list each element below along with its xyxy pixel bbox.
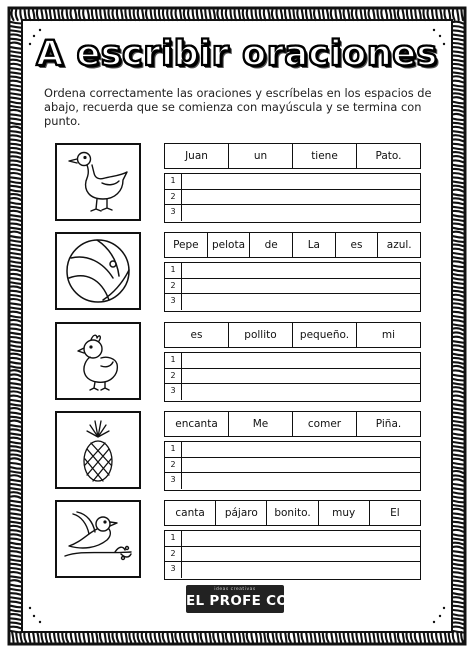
writing-line[interactable] xyxy=(165,458,420,474)
word-tile: Pato. xyxy=(375,150,402,162)
writing-line[interactable] xyxy=(165,531,420,547)
line-number: 2 xyxy=(165,369,182,384)
writing-lines xyxy=(164,262,421,312)
word-bank xyxy=(164,411,421,437)
writing-lines xyxy=(164,530,421,580)
writing-line[interactable] xyxy=(165,263,420,279)
writing-line[interactable] xyxy=(165,473,420,489)
duck-icon xyxy=(57,145,139,219)
line-number: 1 xyxy=(165,174,182,189)
line-number: 2 xyxy=(165,547,182,562)
writing-lines xyxy=(164,352,421,402)
writing-line[interactable] xyxy=(165,369,420,385)
writing-lines xyxy=(164,173,421,223)
writing-line[interactable] xyxy=(165,294,420,310)
word-tile: pelota xyxy=(208,233,251,257)
word-tile: Pepe xyxy=(165,233,208,257)
word-tile: un xyxy=(229,144,293,168)
worksheet-title: A escribir oraciones xyxy=(36,34,438,74)
word-tile: es xyxy=(336,233,379,257)
exercise-picture xyxy=(55,143,141,221)
line-number: 2 xyxy=(165,458,182,473)
exercise-picture xyxy=(55,232,141,310)
line-number: 3 xyxy=(165,473,182,489)
brand-logo xyxy=(186,585,309,613)
line-number: 3 xyxy=(165,205,182,221)
exercise-picture xyxy=(55,322,141,400)
exercise-row xyxy=(55,500,423,590)
exercise-row xyxy=(55,232,423,322)
writing-line[interactable] xyxy=(165,205,420,221)
line-number: 3 xyxy=(165,384,182,400)
word-bank xyxy=(164,322,421,348)
exercise-row xyxy=(55,143,423,233)
writing-line[interactable] xyxy=(165,174,420,190)
chick-icon xyxy=(57,324,139,398)
word-tile: pájaro xyxy=(216,501,267,525)
word-tile: azul. xyxy=(386,239,412,251)
logo-name: EL PROFE COOL xyxy=(186,593,309,609)
word-tile: Piña. xyxy=(375,418,402,430)
writing-line[interactable] xyxy=(165,353,420,369)
line-number: 1 xyxy=(165,531,182,546)
writing-line[interactable] xyxy=(165,384,420,400)
exercise-row xyxy=(55,322,423,412)
word-tile: Me xyxy=(229,412,293,436)
word-bank xyxy=(164,500,421,526)
word-tile: pollito xyxy=(229,323,293,347)
line-number: 1 xyxy=(165,353,182,368)
word-tile: Juan xyxy=(165,144,229,168)
word-tile: El xyxy=(390,507,400,519)
word-tile: es xyxy=(165,323,229,347)
writing-line[interactable] xyxy=(165,442,420,458)
writing-line[interactable] xyxy=(165,562,420,578)
line-number: 3 xyxy=(165,562,182,578)
word-tile: encanta xyxy=(165,412,229,436)
line-number: 2 xyxy=(165,279,182,294)
writing-line[interactable] xyxy=(165,190,420,206)
word-tile: mi xyxy=(381,329,396,341)
line-number: 3 xyxy=(165,294,182,310)
word-tile: de xyxy=(250,233,293,257)
writing-line[interactable] xyxy=(165,547,420,563)
word-tile: La xyxy=(293,233,336,257)
word-bank xyxy=(164,232,421,258)
word-tile: canta xyxy=(165,501,216,525)
line-number: 2 xyxy=(165,190,182,205)
word-bank xyxy=(164,143,421,169)
writing-line[interactable] xyxy=(165,279,420,295)
instructions-text: Ordena correctamente las oraciones y escríbelas en los espacios de abajo, recuerda que se comienza con mayúscula y se termina con punto. xyxy=(44,86,432,128)
writing-lines xyxy=(164,441,421,491)
beach-ball-icon xyxy=(57,234,139,308)
exercise-picture xyxy=(55,411,141,489)
bird-icon xyxy=(57,502,139,576)
exercise-picture xyxy=(55,500,141,578)
line-number: 1 xyxy=(165,263,182,278)
word-tile: tiene xyxy=(293,144,357,168)
exercise-row xyxy=(55,411,423,501)
word-tile: muy xyxy=(319,501,370,525)
line-number: 1 xyxy=(165,442,182,457)
word-tile: bonito. xyxy=(267,501,318,525)
logo-tagline: ideas creativas xyxy=(214,587,256,592)
word-tile: pequeño. xyxy=(293,323,357,347)
word-tile: comer xyxy=(293,412,357,436)
pineapple-icon xyxy=(57,413,139,487)
